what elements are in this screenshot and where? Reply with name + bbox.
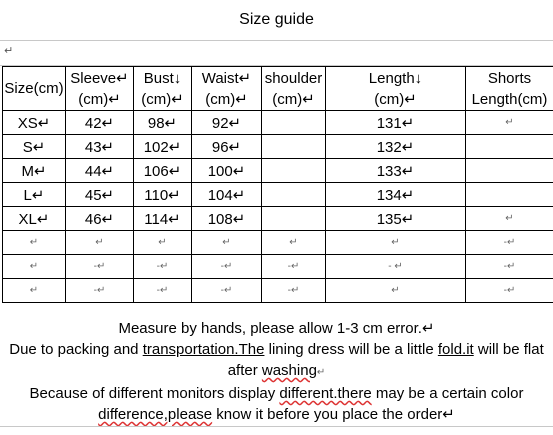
table-cell	[466, 183, 553, 207]
table-row	[3, 111, 553, 135]
table-cell: 131↵	[326, 111, 466, 135]
table-cell	[262, 135, 326, 159]
table-cell: 133↵	[326, 159, 466, 183]
table-cell: 135↵	[326, 207, 466, 231]
table-cell	[262, 207, 326, 231]
table-cell: 134↵	[326, 183, 466, 207]
note-line: after washing↵	[227, 362, 326, 379]
table-cell: 42↵	[66, 111, 134, 135]
table-cell	[262, 183, 326, 207]
table-cell: XL↵	[3, 207, 66, 231]
table-cell: 132↵	[326, 135, 466, 159]
table-cell: 114↵	[134, 207, 192, 231]
table-cell: 104↵	[192, 183, 262, 207]
table-cell: ↵	[466, 111, 553, 135]
table-cell: ↵	[466, 207, 553, 231]
empty-paragraph-row	[0, 40, 553, 66]
table-cell: -↵	[192, 255, 262, 279]
header-cell: Sleeve↵ (cm)↵	[66, 67, 134, 111]
table-cell: ↵	[326, 231, 466, 255]
table-row	[3, 207, 553, 231]
header-cell: shoulder (cm)↵	[262, 67, 326, 111]
table-cell: -↵	[134, 255, 192, 279]
table-cell: - ↵	[326, 255, 466, 279]
table-cell: ↵	[3, 255, 66, 279]
table-cell: 46↵	[66, 207, 134, 231]
bottom-divider	[0, 426, 553, 427]
table-cell	[262, 159, 326, 183]
table-row	[3, 231, 553, 255]
table-cell: 106↵	[134, 159, 192, 183]
page-title	[0, 0, 553, 40]
table-row	[3, 255, 553, 279]
table-cell: ↵	[134, 231, 192, 255]
header-cell: Waist↵ (cm)↵	[192, 67, 262, 111]
table-cell	[466, 159, 553, 183]
note-line: difference,please know it before you place the order↵	[98, 406, 455, 423]
header-cell: Length↓ (cm)↵	[326, 67, 466, 111]
table-cell: M↵	[3, 159, 66, 183]
table-cell: 100↵	[192, 159, 262, 183]
table-cell	[262, 111, 326, 135]
table-cell: 110↵	[134, 183, 192, 207]
table-cell: ↵	[3, 279, 66, 303]
table-cell: -↵	[134, 279, 192, 303]
notes-block	[0, 318, 553, 425]
table-cell: L↵	[3, 183, 66, 207]
table-cell: -↵	[262, 255, 326, 279]
table-cell: -↵	[66, 255, 134, 279]
table-cell: -↵	[466, 255, 553, 279]
table-cell: -↵	[466, 279, 553, 303]
note-line: Because of different monitors display different.there may be a certain color	[29, 385, 524, 402]
note-line: Due to packing and transportation.The lining dress will be a little fold.it will be flat	[9, 341, 544, 358]
table-cell: XS↵	[3, 111, 66, 135]
size-table	[2, 66, 553, 303]
title-text: Size guide	[239, 11, 314, 28]
table-cell: ↵	[3, 231, 66, 255]
table-cell: 108↵	[192, 207, 262, 231]
table-row	[3, 135, 553, 159]
table-cell: ↵	[192, 231, 262, 255]
table-cell: -↵	[262, 279, 326, 303]
table-cell: ↵	[326, 279, 466, 303]
table-cell: 92↵	[192, 111, 262, 135]
header-cell: Bust↓ (cm)↵	[134, 67, 192, 111]
table-cell: -↵	[466, 231, 553, 255]
table-cell	[466, 135, 553, 159]
table-cell: -↵	[66, 279, 134, 303]
table-row	[3, 279, 553, 303]
table-cell: 43↵	[66, 135, 134, 159]
table-cell: ↵	[262, 231, 326, 255]
table-cell: 44↵	[66, 159, 134, 183]
table-row	[3, 183, 553, 207]
table-cell: S↵	[3, 135, 66, 159]
table-cell: 45↵	[66, 183, 134, 207]
table-cell: 98↵	[134, 111, 192, 135]
note-line: Measure by hands, please allow 1-3 cm error.↵	[118, 320, 435, 337]
paragraph-mark: ↵	[4, 45, 14, 57]
table-cell: 102↵	[134, 135, 192, 159]
table-header-row	[3, 67, 553, 111]
header-cell: Shorts Length(cm)	[466, 67, 553, 111]
table-cell: 96↵	[192, 135, 262, 159]
table-row	[3, 159, 553, 183]
table-cell: -↵	[192, 279, 262, 303]
table-cell: ↵	[66, 231, 134, 255]
header-cell: Size(cm)	[3, 67, 66, 111]
